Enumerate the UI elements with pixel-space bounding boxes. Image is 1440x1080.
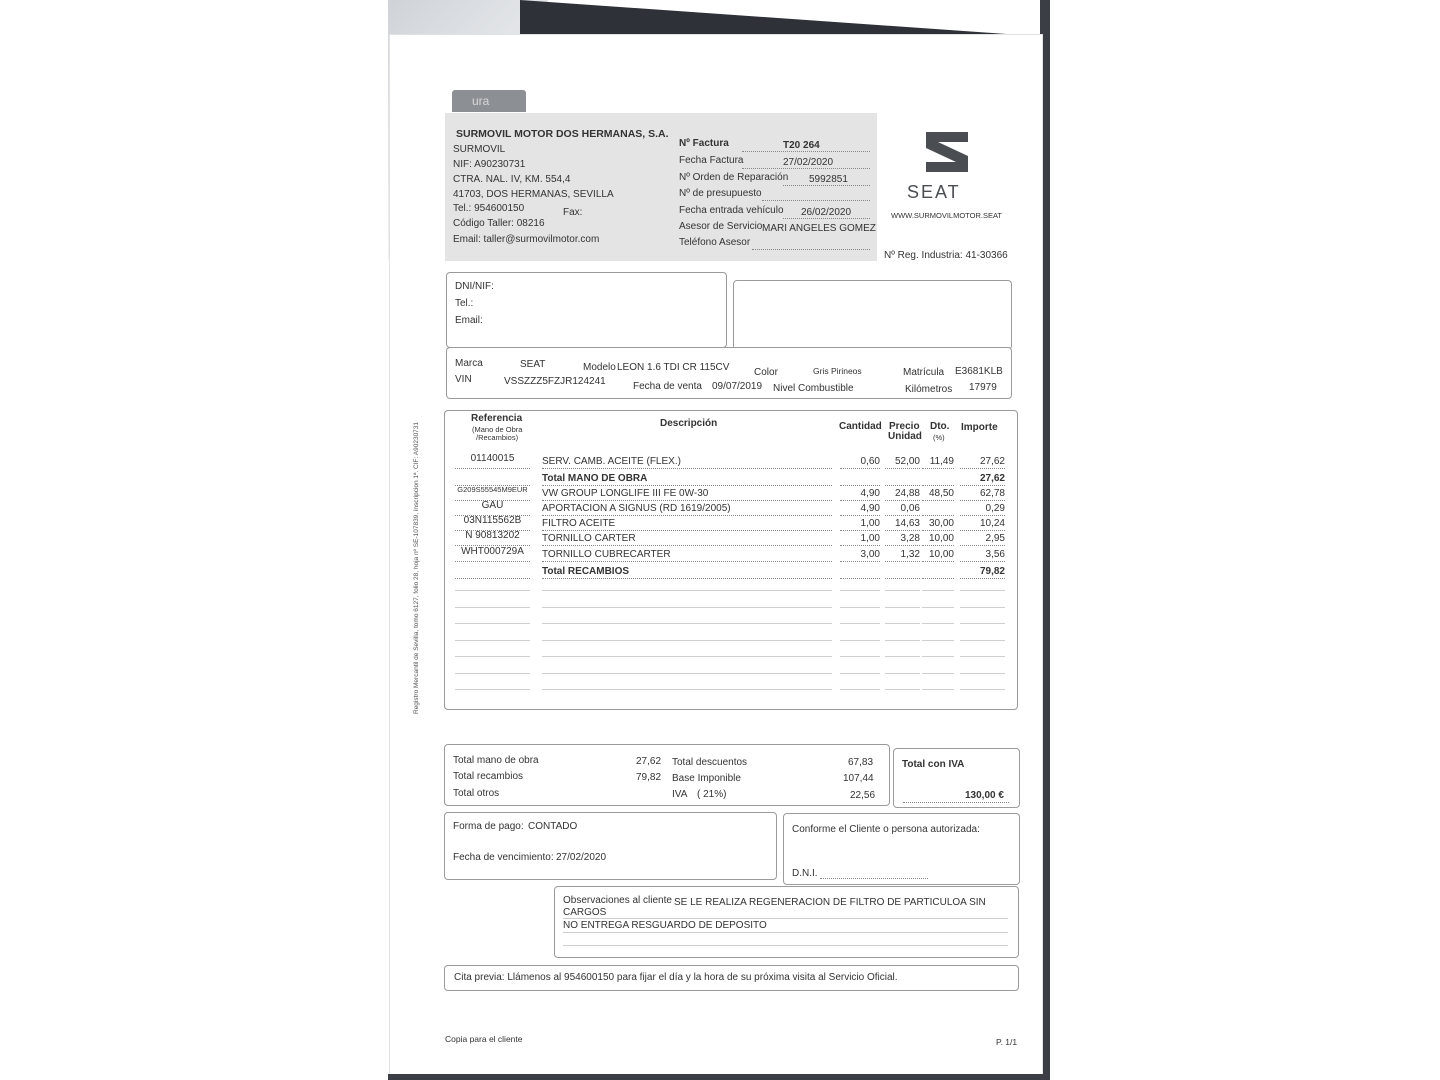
service-advisor-label: Asesor de Servicio <box>679 221 763 232</box>
blank-row-line <box>840 623 880 624</box>
item-underline <box>455 578 530 579</box>
blank-row-line <box>455 590 530 591</box>
item-desc: Total RECAMBIOS <box>542 566 630 577</box>
item-underline <box>960 485 1005 486</box>
vehicle-model: LEON 1.6 TDI CR 115CV <box>617 362 730 373</box>
item-underline <box>960 578 1005 579</box>
item-underline <box>455 561 530 562</box>
item-cant: 1,00 <box>860 518 880 529</box>
blank-row-line <box>885 623 920 624</box>
item-desc: VW GROUP LONGLIFE III FE 0W-30 <box>542 488 709 499</box>
item-dto: 11,49 <box>929 456 954 467</box>
item-imp: 2,95 <box>985 533 1005 544</box>
item-precio: 24,88 <box>894 488 920 499</box>
customer-dni-label: DNI/NIF: <box>455 281 494 292</box>
item-imp: 0,29 <box>985 503 1005 514</box>
item-underline <box>885 468 920 469</box>
item-ref: 03N115562B <box>463 515 522 526</box>
item-underline <box>885 561 920 562</box>
item-imp: 79,82 <box>979 566 1005 577</box>
item-precio: 1,32 <box>900 549 920 560</box>
item-underline <box>922 468 954 469</box>
blank-row-line <box>542 689 832 690</box>
item-precio: 0,06 <box>900 503 920 514</box>
blank-row-line <box>542 673 832 674</box>
item-underline <box>840 530 880 531</box>
blank-row-line <box>885 689 920 690</box>
item-desc: FILTRO ACEITE <box>542 518 616 529</box>
item-underline <box>542 485 832 486</box>
vehicle-sale-date-label: Fecha de venta <box>633 381 702 392</box>
item-imp: 3,56 <box>985 549 1005 560</box>
customer-tel-label: Tel.: <box>455 298 474 309</box>
company-name: SURMOVIL MOTOR DOS HERMANAS, S.A. <box>456 128 669 140</box>
observations-line2: CARGOS <box>563 907 607 918</box>
customer-address-box <box>733 280 1012 350</box>
signature-label: Conforme el Cliente o persona autorizada: <box>792 824 980 835</box>
items-table-box <box>444 410 1018 710</box>
item-underline <box>960 561 1005 562</box>
total-other-label: Total otros <box>453 788 500 799</box>
blank-row-line <box>960 689 1005 690</box>
item-imp: 10,24 <box>979 518 1005 529</box>
item-dto: 10,00 <box>928 549 954 560</box>
item-underline <box>922 578 954 579</box>
observations-line3: NO ENTREGA RESGUARDO DE DEPOSITO <box>563 920 767 931</box>
item-ref: GAU <box>481 500 504 511</box>
reg-industria: Nº Reg. Industria: 41-30366 <box>884 250 1008 261</box>
item-dto: 10,00 <box>928 533 954 544</box>
total-labour: 27,62 <box>636 756 662 767</box>
item-underline <box>455 468 530 469</box>
vat-label: IVA <box>672 789 688 800</box>
header-discount-2: (%) <box>933 433 945 442</box>
item-underline <box>840 485 880 486</box>
tax-base: 107,44 <box>843 773 874 784</box>
registry-side-text: Registro Mercantil de Sevilla, tomo 6127, folio 28, hoja nº SE-107839, inscripcion 1ª. CIF: A90230731 <box>413 421 420 714</box>
header-amount: Importe <box>961 422 998 433</box>
vehicle-color-label: Color <box>754 367 778 378</box>
header-discount-1: Dto. <box>930 421 950 432</box>
invoice-date-label: Fecha Factura <box>679 155 744 166</box>
item-ref: 01140015 <box>470 453 515 464</box>
item-underline <box>542 500 832 501</box>
item-underline <box>840 468 880 469</box>
item-imp: 62,78 <box>979 488 1005 499</box>
item-underline <box>885 515 920 516</box>
blank-row-line <box>960 607 1005 608</box>
item-precio: 52,00 <box>894 456 920 467</box>
payment-method: CONTADO <box>528 821 578 832</box>
header-reference: Referencia <box>471 413 523 424</box>
item-dto: 48,50 <box>928 488 954 499</box>
tax-base-label: Base Imponible <box>672 773 741 784</box>
item-underline <box>542 468 832 469</box>
blank-row-line <box>960 640 1005 641</box>
blank-row-line <box>922 689 954 690</box>
item-ref: N 90813202 <box>465 530 520 541</box>
blank-row-line <box>542 590 832 591</box>
item-cant: 4,90 <box>860 503 880 514</box>
item-cant: 0,60 <box>860 456 880 467</box>
seat-logo-text: SEAT <box>907 182 961 202</box>
item-underline <box>960 500 1005 501</box>
budget-number-label: Nº de presupuesto <box>679 188 762 199</box>
item-underline <box>922 485 954 486</box>
item-underline <box>960 468 1005 469</box>
item-underline <box>922 500 954 501</box>
blank-row-line <box>542 640 832 641</box>
company-address2: 41703, DOS HERMANAS, SEVILLA <box>453 189 614 200</box>
blank-row-line <box>840 689 880 690</box>
appointment-text: Cita previa: Llámenos al 954600150 para fijar el día y la hora de su próxima visita al Servicio Oficial. <box>454 972 898 983</box>
item-precio: 3,28 <box>900 533 920 544</box>
blank-row-line <box>960 590 1005 591</box>
item-underline <box>840 578 880 579</box>
header-reference-sub1: (Mano de Obra <box>472 425 523 434</box>
company-codigo-taller: Código Taller: 08216 <box>453 218 545 229</box>
grand-total-label: Total con IVA <box>902 759 965 770</box>
entry-date: 26/02/2020 <box>801 207 852 218</box>
blank-row-line <box>922 607 954 608</box>
header-unit-price-1: Precio <box>889 421 920 432</box>
advisor-phone-label: Teléfono Asesor <box>679 237 751 248</box>
header-unit-price-2: Unidad <box>888 431 922 442</box>
blank-row-line <box>455 607 530 608</box>
blank-row-line <box>922 590 954 591</box>
vehicle-model-label: Modelo <box>583 362 616 373</box>
item-underline <box>922 561 954 562</box>
item-underline <box>960 530 1005 531</box>
item-underline <box>922 515 954 516</box>
total-parts: 79,82 <box>636 772 662 783</box>
item-desc: TORNILLO CARTER <box>542 533 636 544</box>
item-underline <box>542 515 832 516</box>
company-fax: Fax: <box>563 207 583 218</box>
item-dto: 30,00 <box>928 518 954 529</box>
item-underline <box>840 515 880 516</box>
page-number: P. 1/1 <box>996 1037 1018 1047</box>
entry-date-label: Fecha entrada vehículo <box>679 205 784 216</box>
item-underline <box>542 530 832 531</box>
item-imp: 27,62 <box>979 473 1005 484</box>
header-quantity: Cantidad <box>839 421 882 432</box>
item-desc: APORTACION A SIGNUS (RD 1619/2005) <box>542 503 731 514</box>
total-discounts-label: Total descuentos <box>672 757 748 768</box>
item-underline <box>885 500 920 501</box>
item-underline <box>960 545 1005 546</box>
item-underline <box>922 545 954 546</box>
item-underline <box>542 578 832 579</box>
payment-method-label: Forma de pago: <box>453 821 524 832</box>
customer-email-label: Email: <box>455 315 483 326</box>
repair-order-label: Nº Orden de Reparación <box>679 172 789 183</box>
blank-row-line <box>840 656 880 657</box>
vehicle-brand-label: Marca <box>455 358 483 369</box>
item-underline <box>922 530 954 531</box>
signature-dni-label: D.N.I. <box>792 868 818 879</box>
item-underline <box>885 578 920 579</box>
item-cant: 1,00 <box>860 533 880 544</box>
blank-row-line <box>840 607 880 608</box>
blank-row-line <box>885 640 920 641</box>
vehicle-vin: VSSZZZ5FZJR124241 <box>504 376 606 387</box>
item-underline <box>840 545 880 546</box>
invoice-number: T20 264 <box>783 140 820 151</box>
service-advisor: MARI ANGELES GOMEZ <box>762 223 876 234</box>
item-desc: Total MANO DE OBRA <box>542 473 648 484</box>
item-underline <box>542 545 832 546</box>
blank-row-line <box>922 640 954 641</box>
item-ref: WHT000729A <box>461 546 524 557</box>
blank-row-line <box>885 590 920 591</box>
blank-row-line <box>455 640 530 641</box>
vehicle-km: 17979 <box>969 382 997 393</box>
header-description: Descripción <box>660 418 718 429</box>
due-date-label: Fecha de vencimiento: <box>453 852 554 863</box>
blank-row-line <box>960 656 1005 657</box>
company-address1: CTRA. NAL. IV, KM. 554,4 <box>453 174 571 185</box>
header-reference-sub2: /Recambios) <box>476 433 519 442</box>
item-desc: TORNILLO CUBRECARTER <box>542 549 671 560</box>
blank-row-line <box>455 689 530 690</box>
blank-row-line <box>840 673 880 674</box>
item-underline <box>542 561 832 562</box>
blank-row-line <box>885 673 920 674</box>
vehicle-plate-label: Matrícula <box>903 367 945 378</box>
vehicle-km-label: Kilómetros <box>905 384 953 395</box>
company-email: Email: taller@surmovilmotor.com <box>453 234 600 245</box>
grand-total: 130,00 € <box>965 790 1004 801</box>
seat-logo-icon <box>922 128 972 176</box>
item-underline <box>885 485 920 486</box>
invoice-number-label: Nº Factura <box>679 138 729 149</box>
vehicle-vin-label: VIN <box>455 374 472 385</box>
brand-website: WWW.SURMOVILMOTOR.SEAT <box>891 211 1002 220</box>
blank-row-line <box>840 640 880 641</box>
item-desc: SERV. CAMB. ACEITE (FLEX.) <box>542 456 681 467</box>
item-imp: 27,62 <box>979 456 1005 467</box>
vehicle-plate: E3681KLB <box>955 366 1003 377</box>
blank-row-line <box>542 623 832 624</box>
item-ref: G209S55545M9EUR <box>457 485 528 494</box>
blank-row-line <box>922 656 954 657</box>
folder-tab: ura <box>452 90 526 112</box>
vat-percent: ( 21%) <box>697 789 727 800</box>
item-underline <box>840 500 880 501</box>
item-underline <box>960 515 1005 516</box>
vehicle-fuel-label: Nivel Combustible <box>773 383 854 394</box>
observations-label: Observaciones al cliente <box>563 895 672 906</box>
company-short: SURMOVIL <box>453 144 506 155</box>
vat-amount: 22,56 <box>850 790 876 801</box>
blank-row-line <box>455 623 530 624</box>
blank-row-line <box>885 607 920 608</box>
item-underline <box>840 561 880 562</box>
blank-row-line <box>542 607 832 608</box>
blank-row-line <box>455 673 530 674</box>
company-tel: Tel.: 954600150 <box>453 203 525 214</box>
company-nif: NIF: A90230731 <box>453 159 526 170</box>
vehicle-sale-date: 09/07/2019 <box>712 381 763 392</box>
observations-line1: SE LE REALIZA REGENERACION DE FILTRO DE PARTICULOA SIN <box>674 897 986 908</box>
item-underline <box>885 545 920 546</box>
item-precio: 14,63 <box>894 518 920 529</box>
blank-row-line <box>840 590 880 591</box>
item-cant: 4,90 <box>860 488 880 499</box>
item-cant: 3,00 <box>860 549 880 560</box>
blank-row-line <box>885 656 920 657</box>
total-parts-label: Total recambios <box>453 771 524 782</box>
vehicle-brand: SEAT <box>520 359 546 370</box>
photo-edge-bottom <box>388 1074 1050 1080</box>
blank-row-line <box>455 656 530 657</box>
blank-row-line <box>960 623 1005 624</box>
total-discounts: 67,83 <box>848 757 874 768</box>
blank-row-line <box>960 673 1005 674</box>
item-underline <box>885 530 920 531</box>
due-date: 27/02/2020 <box>556 852 607 863</box>
blank-row-line <box>542 656 832 657</box>
blank-row-line <box>922 623 954 624</box>
total-labour-label: Total mano de obra <box>453 755 539 766</box>
vehicle-color: Gris Pirineos <box>813 366 862 376</box>
footer-copy-label: Copia para el cliente <box>445 1034 523 1044</box>
invoice-date: 27/02/2020 <box>783 157 834 168</box>
blank-row-line <box>922 673 954 674</box>
repair-order: 5992851 <box>809 174 848 185</box>
